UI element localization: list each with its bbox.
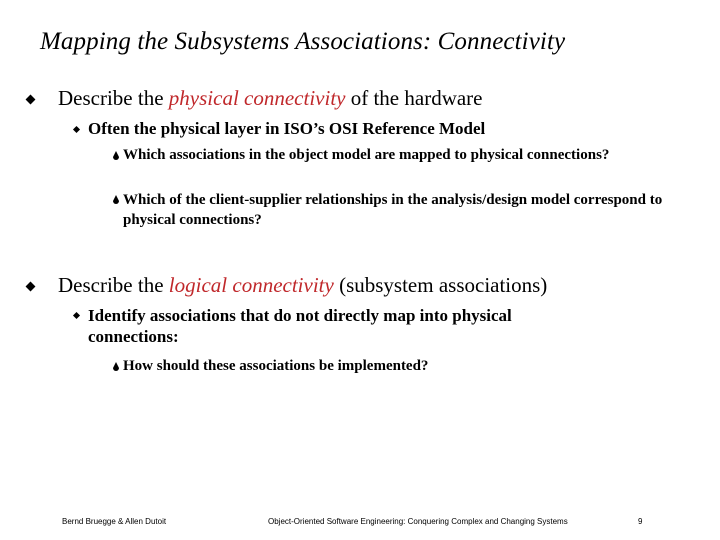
highlight-logical-connectivity: logical connectivity [168, 273, 334, 297]
diamond-bullet-icon [26, 95, 36, 105]
small-diamond-bullet-icon [73, 312, 80, 319]
bullet-suffix: of the hardware [350, 86, 483, 110]
bullet-physical-connectivity [58, 86, 483, 111]
sub-sub-bullet-client-supplier: Which of the client-supplier relationships in the analysis/design model correspond to physical connections? [123, 192, 663, 228]
tear-bullet-icon [113, 151, 119, 161]
diamond-bullet-icon [26, 282, 36, 292]
slide-title: Mapping the Subsystems Associations: Connectivity [40, 28, 566, 55]
bullet-logical-connectivity [58, 273, 547, 298]
tear-bullet-icon [113, 362, 119, 372]
small-diamond-bullet-icon [73, 126, 80, 133]
footer-book-title: Object-Oriented Software Engineering: Conquering Complex and Changing Systems [268, 517, 568, 526]
sub-bullet-osi-layer: Often the physical layer in ISO’s OSI Reference Model [88, 119, 486, 138]
sub-sub-bullet-object-model: Which associations in the object model are mapped to physical connections? [123, 147, 610, 163]
sub-bullet-identify-associations: Identify associations that do not directly map into physical connections: [88, 306, 512, 346]
highlight-physical-connectivity: physical connectivity [168, 86, 346, 110]
tear-bullet-icon [113, 195, 119, 205]
bullet-prefix: Describe the [58, 273, 164, 297]
bullet-prefix: Describe the [58, 86, 164, 110]
footer-authors: Bernd Bruegge & Allen Dutoit [62, 517, 167, 526]
footer-page-number: 9 [638, 517, 643, 526]
bullet-suffix: (subsystem associations) [339, 273, 548, 297]
sub-sub-bullet-implementation: How should these associations be implemented? [123, 358, 429, 374]
